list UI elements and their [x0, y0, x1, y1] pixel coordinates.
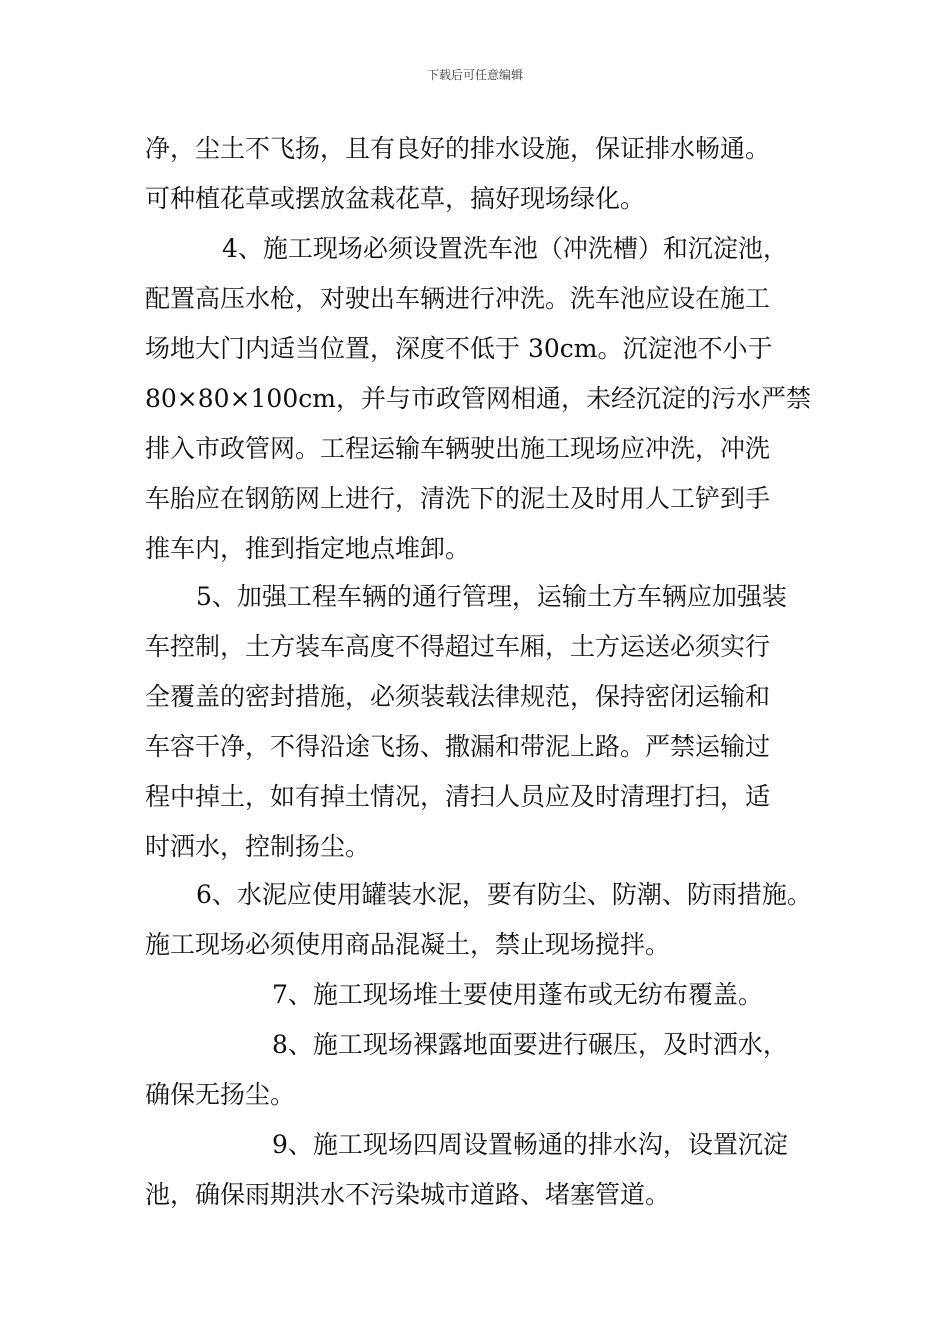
- text-line: 场地大门内适当位置，深度不低于 30cm。沉淀池不小于: [145, 334, 773, 363]
- text-line: 80×80×100cm，并与市政管网相通，未经沉淀的污水严禁: [145, 384, 811, 413]
- text-line: 池，确保雨期洪水不污染城市道路、堵塞管道。: [145, 1180, 671, 1209]
- page-header: 下载后可任意编辑: [426, 68, 523, 82]
- text-line: 净，尘土不飞扬，且有良好的排水设施，保证排水畅通。: [145, 134, 771, 163]
- text-line: 时洒水，控制扬尘。: [145, 832, 371, 861]
- text-line: 车容干净，不得沿途飞扬、撒漏和带泥上路。严禁运输过: [145, 732, 771, 761]
- text-line: 排入市政管网。工程运输车辆驶出施工现场应冲洗，冲洗: [145, 434, 771, 463]
- text-line: 配置高压水枪，对驶出车辆进行冲洗。洗车池应设在施工: [145, 284, 771, 313]
- text-line: 推车内，推到指定地点堆卸。: [145, 534, 471, 563]
- text-line: 8、施工现场裸露地面要进行碾压，及时洒水，: [272, 1030, 788, 1059]
- text-line: 7、施工现场堆土要使用蓬布或无纺布覆盖。: [272, 980, 763, 1009]
- text-line: 程中掉土，如有掉土情况，清扫人员应及时清理打扫，适: [145, 782, 771, 811]
- text-line: 全覆盖的密封措施，必须装载法律规范，保持密闭运输和: [145, 682, 771, 711]
- text-line: 可种植花草或摆放盆栽花草，搞好现场绿化。: [145, 184, 646, 213]
- text-line: 车控制，土方装车高度不得超过车厢，土方运送必须实行: [145, 632, 771, 661]
- text-line: 确保无扬尘。: [145, 1080, 296, 1109]
- text-line: 5、加强工程车辆的通行管理，运输土方车辆应加强装: [196, 582, 787, 611]
- text-line: 4、施工现场必须设置洗车池（冲洗槽）和沉淀池，: [222, 234, 788, 263]
- text-line: 施工现场必须使用商品混凝土，禁止现场搅拌。: [145, 930, 671, 959]
- text-line: 6、水泥应使用罐装水泥，要有防尘、防潮、防雨措施。: [196, 880, 812, 909]
- text-line: 车胎应在钢筋网上进行，清洗下的泥土及时用人工铲到手: [145, 484, 771, 513]
- text-line: 9、施工现场四周设置畅通的排水沟，设置沉淀: [272, 1130, 788, 1159]
